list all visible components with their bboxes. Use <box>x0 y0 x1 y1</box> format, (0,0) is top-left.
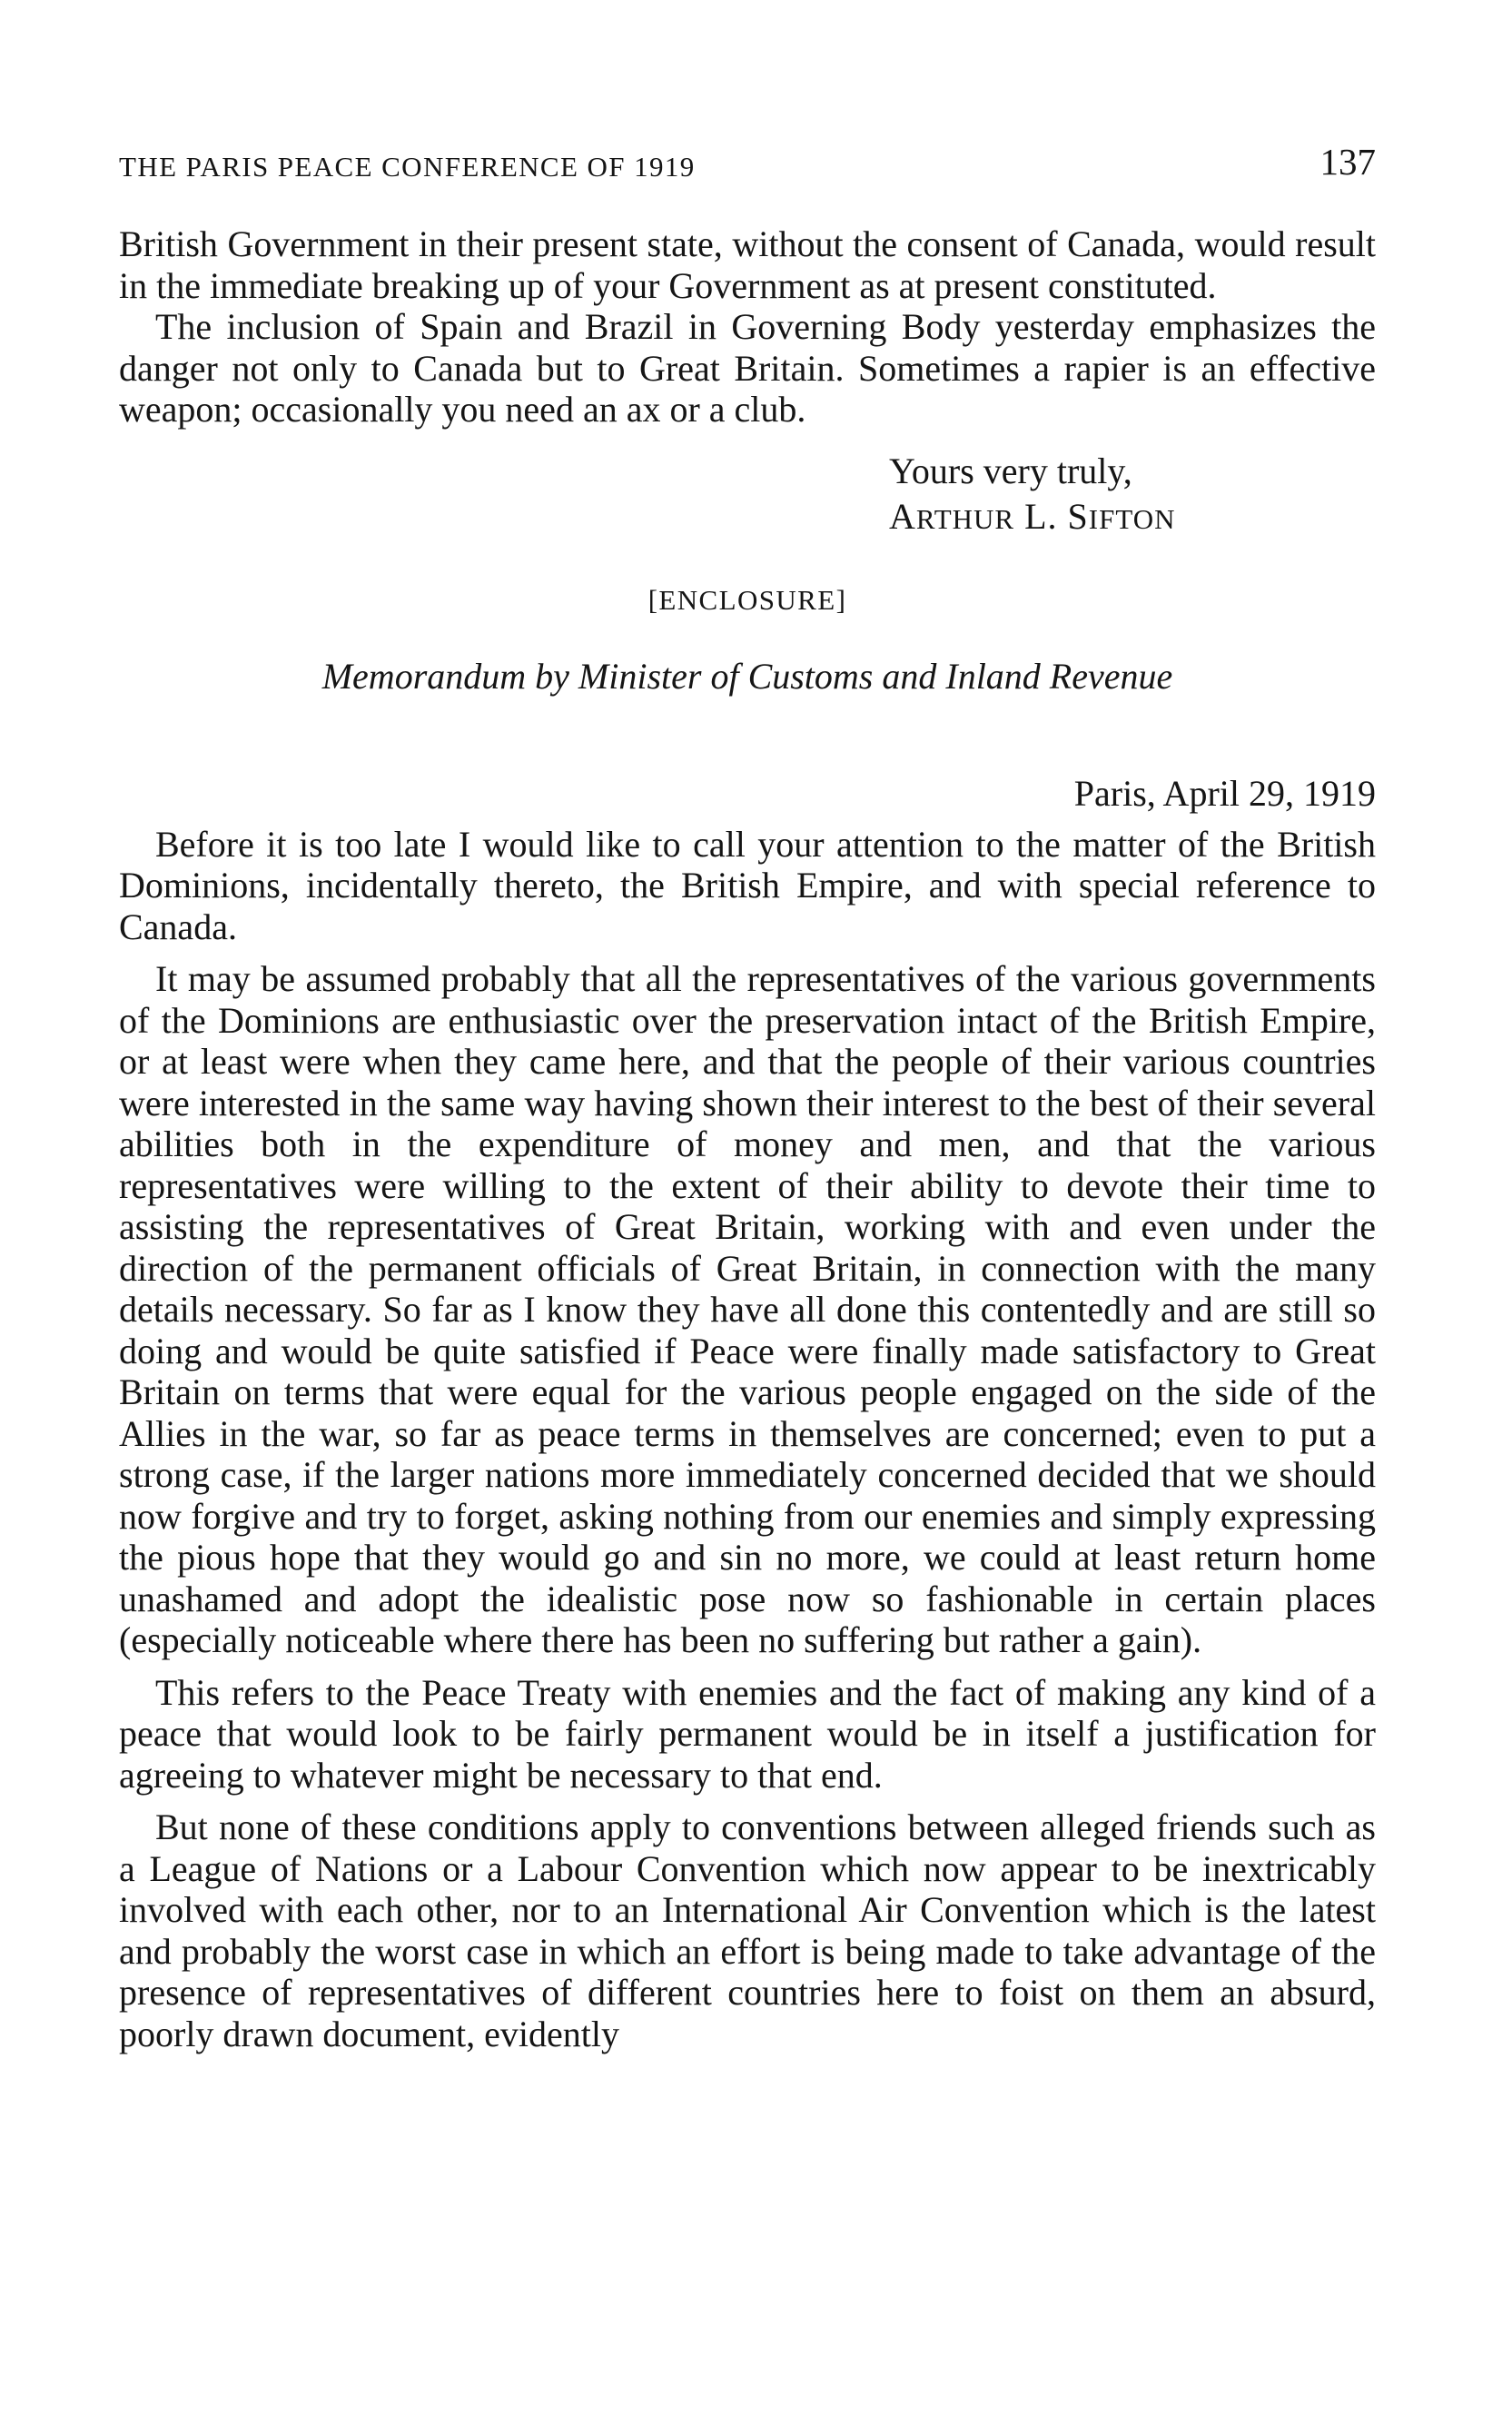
complimentary-close: Yours very truly, <box>889 450 1132 491</box>
signature <box>889 494 1376 542</box>
signature-first-initial: A <box>889 495 916 537</box>
enclosure-label: [ENCLOSURE] <box>647 583 847 616</box>
document-page <box>119 136 1376 2054</box>
letter-closing <box>889 449 1376 542</box>
memo-paragraph: It may be assumed probably that all the representatives of the various governments of the Dominions are enthusiastic over the preservation intact of the British Empire, or at least were when they came here, and that the people of their various countries were interested in the same way having shown their interest to the best of their several abilities both in the expenditure of money and men, and that the various representatives were willing to the extent of their ability to devote their time to assisting the representatives of Great Britain, working with and even under the direction of the permanent officials of Great Britain, in connection with the many details necessary. So far as I know they have all done this contentedly and are still so doing and would be quite satisfied if Peace were finally made satisfactory to Great Britain on terms that were equal for the various people engaged on the side of the Allies in the war, so far as peace terms in themselves are concerned; even to put a strong case, if the larger nations more immediately concerned decided that we should now forgive and try to forget, asking nothing from our enemies and simply expressing the pious hope that they would go and sin no more, we could at least return home unashamed and adopt the idealistic pose now so fashionable in certain places (especially noticeable where there has been no suffering but rather a gain). <box>119 958 1376 1660</box>
memo-paragraph: Before it is too late I would like to call your attention to the matter of the British Dominions, incidentally thereto, the British Empire, and with special reference to Canada. <box>119 823 1376 947</box>
memo-paragraph: This refers to the Peace Treaty with enemies and the fact of making any kind of a peace that would look to be fairly permanent would be in itself a justification for agreeing to whatever might be necessary to that end. <box>119 1671 1376 1796</box>
memo-paragraph: But none of these conditions apply to conventions between alleged friends such as a League of Nations or a Labour Convention which now appear to be inextricably involved with each other, nor to an International Air Convention which is the latest and probably the worst case in which an effort is being made to take advantage of the presence of representatives of different countries here to foist on them an absurd, poorly drawn document, evidently <box>119 1806 1376 2054</box>
signature-first-rest: RTHUR <box>915 502 1015 535</box>
running-title: THE PARIS PEACE CONFERENCE OF 1919 <box>119 151 696 183</box>
letter-paragraph: British Government in their present state, without the consent of Canada, would result in the immediate breaking up of your Government as at present constituted. <box>119 223 1376 306</box>
signature-last-initial: S <box>1067 495 1089 537</box>
running-head <box>119 136 1376 191</box>
letter-paragraph: The inclusion of Spain and Brazil in Governing Body yesterday emphasizes the danger not only to Canada but to Great Britain. Sometimes a rapier is an effective weapon; occasionally you need an ax or a club. <box>119 306 1376 430</box>
dateline: Paris, April 29, 1919 <box>1073 772 1376 814</box>
signature-last-rest: IFTON <box>1088 502 1176 535</box>
signature-middle-initial: L. <box>1024 495 1058 537</box>
page-number: 137 <box>1319 141 1376 183</box>
memorandum-title: Memorandum by Minister of Customs and Inland Revenue <box>321 655 1173 697</box>
